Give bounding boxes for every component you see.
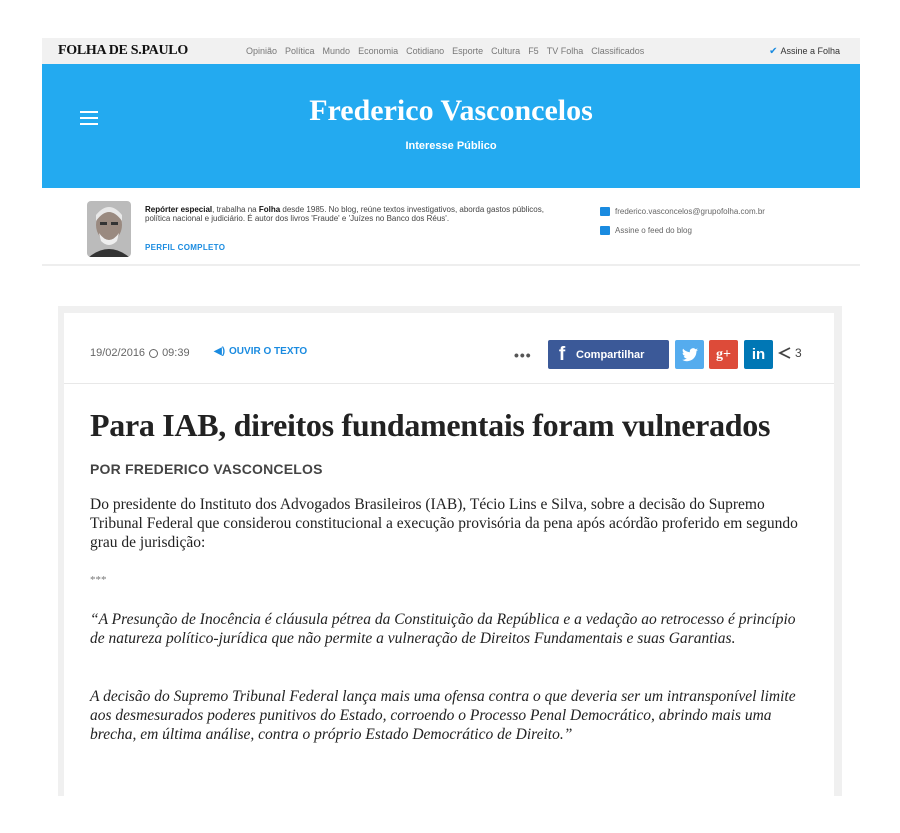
nav-item-classificados[interactable]: Classificados: [591, 46, 645, 56]
nav-item-cultura[interactable]: Cultura: [491, 46, 521, 56]
check-icon: ✔: [769, 45, 778, 57]
googleplus-icon: g+: [716, 346, 731, 362]
feed-label: Assine o feed do blog: [615, 226, 692, 235]
mail-icon: [600, 207, 610, 216]
rss-icon: [600, 226, 610, 235]
folha-logo[interactable]: FOLHA DE S.PAULO: [58, 43, 188, 58]
article-card: [64, 313, 834, 803]
listen-label: OUVIR O TEXTO: [229, 346, 308, 357]
article-quote-2: A decisão do Supremo Tribunal Federal lança mais uma ofensa contra o que deveria ser um intransponível limite aos desmesurados poderes punitivos do Estado, corroendo o Processo Penal Democrático, abrindo mais uma brecha, em última análise, contra o próprio Estado Democrático de Direito.”: [90, 688, 796, 743]
nav-item-f5[interactable]: F5: [528, 46, 539, 56]
clock-icon: [149, 349, 158, 358]
twitter-share-button[interactable]: [675, 340, 704, 369]
article-time: 09:39: [162, 347, 190, 359]
top-nav-bar: [42, 38, 860, 64]
googleplus-share-button[interactable]: [709, 340, 738, 369]
author-info: [42, 188, 860, 266]
share-counter[interactable]: [778, 346, 802, 360]
nav-item-mundo[interactable]: Mundo: [322, 46, 351, 56]
article-paragraph-1: Do presidente do Instituto dos Advogados Brasileiros (IAB), Técio Lins e Silva, sobre a decisão do Supremo Tribunal Federal que considerou constitucional a execução provisória da pena após acórdão proferido em segundo grau de jurisdição:: [90, 496, 798, 551]
section-nav: [246, 46, 644, 56]
author-avatar: [87, 201, 131, 257]
speaker-icon: ◀︎): [214, 346, 226, 357]
nav-item-opiniao[interactable]: Opinião: [246, 46, 278, 56]
share-icon: [778, 347, 792, 359]
linkedin-share-button[interactable]: [744, 340, 773, 369]
header-divider: [64, 383, 834, 384]
author-outlet: Folha: [258, 205, 281, 214]
facebook-icon: f: [558, 343, 566, 365]
facebook-share-button[interactable]: [548, 340, 669, 369]
linkedin-icon: in: [751, 346, 766, 363]
blog-title[interactable]: Frederico Vasconcelos: [309, 94, 593, 127]
author-email-link[interactable]: [600, 207, 765, 216]
article-timestamp: [90, 347, 190, 359]
author-email: frederico.vasconcelos@grupofolha.com.br: [615, 207, 765, 216]
twitter-icon: [682, 348, 698, 362]
article-date: 19/02/2016: [90, 347, 146, 359]
article-byline: POR FREDERICO VASCONCELOS: [90, 461, 323, 477]
subscribe-label: Assine a Folha: [780, 46, 840, 56]
share-count: 3: [795, 346, 802, 360]
blog-banner: [42, 64, 860, 188]
nav-item-politica[interactable]: Política: [285, 46, 315, 56]
more-options-icon[interactable]: •••: [514, 347, 532, 363]
feed-link[interactable]: [600, 226, 692, 235]
nav-item-cotidiano[interactable]: Cotidiano: [406, 46, 445, 56]
profile-link[interactable]: PERFIL COMPLETO: [145, 243, 226, 252]
article-quote-1: “A Presunção de Inocência é cláusula pétrea da Constituição da República e a vedação ao retrocesso é princípio de natureza político-jurídica que não permite a vulneração de Direitos Fundamentais e suas Garantias.: [90, 611, 796, 647]
author-role: Repórter especial: [145, 205, 213, 214]
listen-button[interactable]: [214, 346, 307, 357]
bio-text-2: desde 1985. No blog, reúne textos investigativos, aborda gastos públicos, política nacional e judiciário. É autor dos livros 'Fraude' e 'Juízes no Banco dos Réus'.: [145, 205, 544, 223]
subscribe-link[interactable]: [769, 46, 840, 57]
author-bio: [145, 205, 545, 223]
article-headline: Para IAB, direitos fundamentais foram vulnerados: [90, 407, 771, 443]
nav-item-economia[interactable]: Economia: [358, 46, 399, 56]
blog-subtitle: Interesse Público: [405, 140, 497, 152]
nav-item-tv-folha[interactable]: TV Folha: [546, 46, 584, 56]
article-separator: ***: [90, 574, 107, 586]
share-label: Compartilhar: [576, 348, 645, 361]
nav-item-esporte[interactable]: Esporte: [452, 46, 484, 56]
bio-text-1: , trabalha na: [212, 205, 259, 214]
